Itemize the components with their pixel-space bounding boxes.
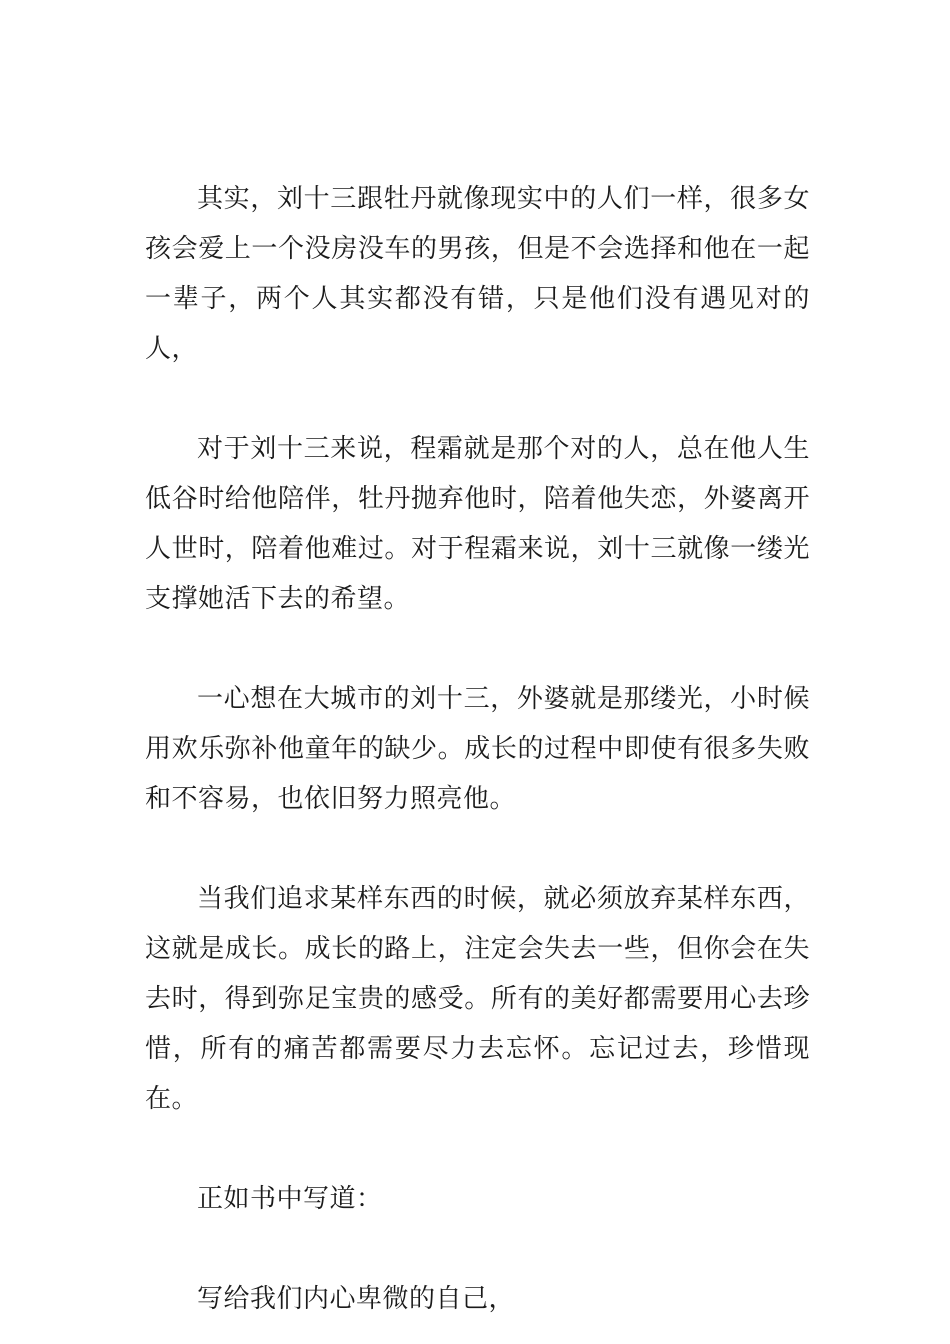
document-body <box>145 174 810 1324</box>
paragraph-4: 当我们追求某样东西的时候，就必须放弃某样东西，这就是成长。成长的路上，注定会失去一些，但你会在失去时，得到弥足宝贵的感受。所有的美好都需要用心去珍惜，所有的痛苦都需要尽力去忘怀。忘记过去，珍惜现在。 <box>145 884 810 1114</box>
paragraph-5: 正如书中写道： <box>197 1184 383 1214</box>
paragraph-2: 对于刘十三来说，程霜就是那个对的人，总在他人生低谷时给他陪伴，牡丹抛弃他时，陪着他失恋，外婆离开人世时，陪着他难过。对于程霜来说，刘十三就像一缕光支撑她活下去的希望。 <box>145 434 810 614</box>
paragraph-6: 写给我们内心卑微的自己， <box>197 1284 516 1314</box>
paragraph-1: 其实，刘十三跟牡丹就像现实中的人们一样，很多女孩会爱上一个没房没车的男孩，但是不会选择和他在一起一辈子，两个人其实都没有错，只是他们没有遇见对的人， <box>145 184 810 364</box>
paragraph-3: 一心想在大城市的刘十三，外婆就是那缕光，小时候用欢乐弥补他童年的缺少。成长的过程中即使有很多失败和不容易，也依旧努力照亮他。 <box>145 684 810 814</box>
